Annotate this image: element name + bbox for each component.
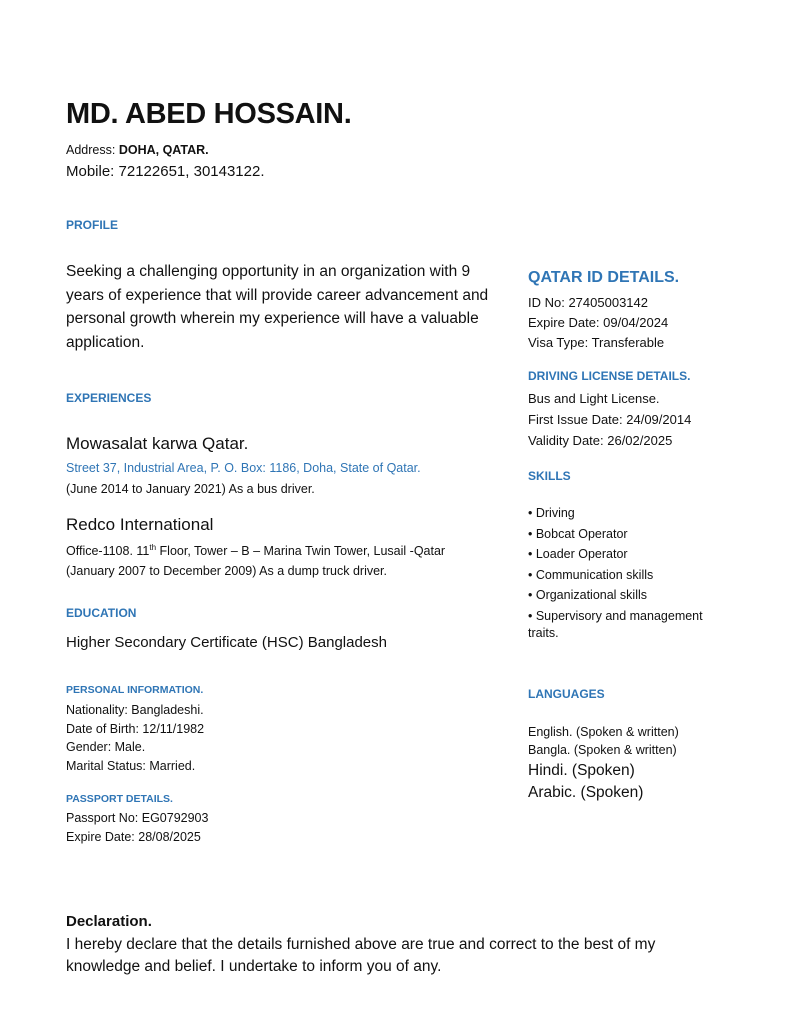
address-label: Address: — [66, 143, 119, 157]
qatar-id-heading: QATAR ID DETAILS. — [528, 269, 680, 286]
skill-item: • Driving — [528, 506, 575, 520]
passport-expiry: Expire Date: 28/08/2025 — [66, 830, 201, 844]
gender: Gender: Male. — [66, 740, 146, 754]
skill-item: • Organizational skills — [528, 588, 648, 602]
experience-period-1: (June 2014 to January 2021) As a bus driver. — [66, 482, 315, 496]
passport-list — [66, 809, 208, 847]
date-of-birth: Date of Birth: 12/11/1982 — [66, 721, 205, 736]
visa-type: Visa Type: Transferable — [528, 335, 665, 350]
experience-address-2 — [66, 543, 445, 558]
experiences-heading: EXPERIENCES — [66, 391, 152, 405]
experience-address-2-sup: th — [149, 543, 157, 552]
address-line — [66, 143, 209, 157]
skill-item: • Communication skills — [528, 567, 654, 582]
personal-info-heading: PERSONAL INFORMATION. — [66, 684, 204, 696]
license-type: Bus and Light License. — [528, 391, 660, 406]
passport-heading: PASSPORT DETAILS. — [66, 793, 173, 805]
mobile-line: Mobile: 72122651, 30143122. — [66, 163, 265, 180]
language-english: English. (Spoken & written) — [528, 725, 679, 739]
experience-address-2-post: Floor, Tower – B – Marina Twin Tower, Lusail -Qatar — [156, 544, 446, 559]
education-heading: EDUCATION — [66, 606, 137, 620]
qatar-id-expiry: Expire Date: 09/04/2024 — [528, 315, 669, 330]
experience-address-1: Street 37, Industrial Area, P. O. Box: 1186, Doha, State of Qatar. — [66, 461, 421, 475]
language-hindi: Hindi. (Spoken) — [528, 762, 635, 779]
license-first-issue: First Issue Date: 24/09/2014 — [528, 412, 692, 427]
declaration-text: I hereby declare that the details furnished above are true and correct to the best of my knowledge and belief. I undertake to inform you of any. — [66, 936, 656, 975]
skill-item: • Supervisory and management — [528, 608, 703, 623]
experience-period-2: (January 2007 to December 2009) As a dump truck driver. — [66, 564, 387, 578]
address-value: DOHA, QATAR. — [118, 143, 209, 157]
skill-item: • Bobcat Operator — [528, 526, 628, 541]
profile-text: Seeking a challenging opportunity in an organization with 9 years of experience that will provide career advancement and personal growth wherein my experience will have a valuable application. — [66, 263, 489, 351]
qatar-id-number: ID No: 27405003142 — [528, 295, 648, 310]
skills-heading: SKILLS — [528, 469, 571, 483]
skills-list — [528, 505, 703, 646]
experience-address-2-pre: Office-1108. 11 — [66, 544, 150, 559]
license-validity: Validity Date: 26/02/2025 — [528, 433, 673, 448]
passport-number: Passport No: EG0792903 — [66, 811, 209, 825]
marital-status: Marital Status: Married. — [66, 758, 196, 773]
driving-license-list — [528, 388, 691, 451]
nationality: Nationality: Bangladeshi. — [66, 703, 204, 717]
profile-heading: PROFILE — [66, 218, 119, 232]
skill-item: • Loader Operator — [528, 547, 628, 561]
qatar-id-list — [528, 293, 668, 353]
education-item: Higher Secondary Certificate (HSC) Bangladesh — [66, 634, 387, 651]
declaration-heading: Declaration. — [66, 913, 152, 930]
applicant-name: MD. ABED HOSSAIN. — [66, 98, 352, 130]
languages-heading: LANGUAGES — [528, 687, 605, 701]
language-bangla: Bangla. (Spoken & written) — [528, 743, 677, 757]
language-arabic: Arabic. (Spoken) — [528, 784, 644, 801]
driving-license-heading: DRIVING LICENSE DETAILS. — [528, 369, 691, 383]
skill-item: traits. — [528, 626, 559, 640]
experience-org-2: Redco International — [66, 515, 214, 534]
personal-info-list — [66, 701, 204, 775]
experience-org-1: Mowasalat karwa Qatar. — [66, 434, 249, 453]
languages-spoken-list — [528, 760, 643, 804]
languages-written-list — [528, 723, 679, 759]
